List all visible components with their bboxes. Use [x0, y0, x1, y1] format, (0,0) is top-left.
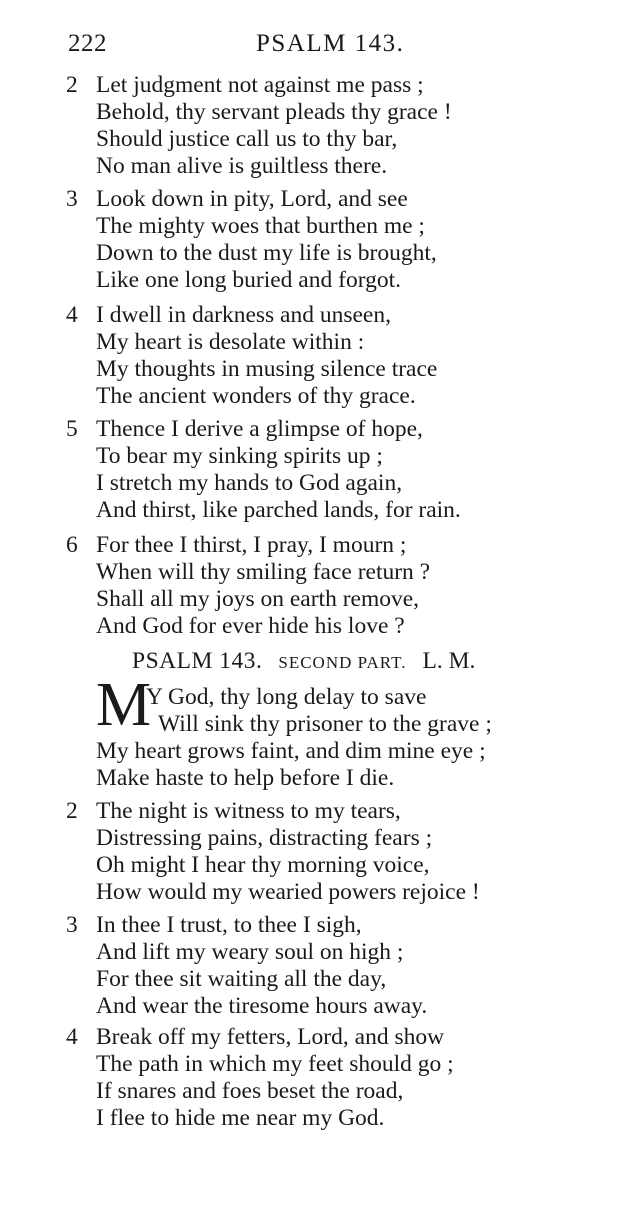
- verse-line: When will thy smiling face return ?: [96, 559, 431, 585]
- verse-line: The mighty woes that burthen me ;: [96, 213, 425, 239]
- verse-line: And thirst, like parched lands, for rain.: [96, 497, 461, 523]
- verse-line: I dwell in darkness and unseen,: [96, 302, 391, 328]
- stanza-number: 5: [66, 416, 78, 442]
- verse-line: Down to the dust my life is brought,: [96, 240, 437, 266]
- verse-line: Break off my fetters, Lord, and show: [96, 1024, 445, 1050]
- verse-line: Let judgment not against me pass ;: [96, 72, 424, 98]
- verse-line: My heart is desolate within :: [96, 329, 365, 355]
- verse-line: Distressing pains, distracting fears ;: [96, 825, 433, 851]
- verse-line: For thee I thirst, I pray, I mourn ;: [96, 532, 407, 558]
- verse-line: Shall all my joys on earth remove,: [96, 586, 420, 612]
- verse-line: For thee sit waiting all the day,: [96, 966, 387, 992]
- stanza-number: 2: [66, 798, 78, 824]
- verse-line: Will sink thy prisoner to the grave ;: [158, 711, 492, 737]
- verse-line: And God for ever hide his love ?: [96, 613, 405, 639]
- verse-line: In thee I trust, to thee I sigh,: [96, 912, 362, 938]
- verse-line: Like one long buried and forgot.: [96, 267, 401, 293]
- page-header: [68, 30, 548, 66]
- verse-line: How would my wearied powers rejoice !: [96, 879, 480, 905]
- verse-line: If snares and foes beset the road,: [96, 1078, 404, 1104]
- verse-line: The path in which my feet should go ;: [96, 1051, 454, 1077]
- stanza-number: 4: [66, 1024, 78, 1050]
- running-head: PSALM 143.: [256, 30, 405, 57]
- verse-line: Y God, thy long delay to save: [146, 684, 427, 710]
- stanza-number: 4: [66, 302, 78, 328]
- stanza-number: 6: [66, 532, 78, 558]
- verse-line: Thence I derive a glimpse of hope,: [96, 416, 423, 442]
- section-meter: L. M.: [422, 648, 476, 674]
- verse-line: The night is witness to my tears,: [96, 798, 401, 824]
- verse-line: Look down in pity, Lord, and see: [96, 186, 408, 212]
- verse-line: Behold, thy servant pleads thy grace !: [96, 99, 452, 125]
- stanza-number: 3: [66, 912, 78, 938]
- verse-line: I stretch my hands to God again,: [96, 470, 403, 496]
- verse-line: Should justice call us to thy bar,: [96, 126, 398, 152]
- verse-line: And wear the tiresome hours away.: [96, 993, 428, 1019]
- section-title: PSALM 143.: [132, 648, 263, 674]
- stanza-number: 3: [66, 186, 78, 212]
- verse-line: No man alive is guiltless there.: [96, 153, 388, 179]
- verse-line: My heart grows faint, and dim mine eye ;: [96, 738, 486, 764]
- verse-line: Oh might I hear thy morning voice,: [96, 852, 430, 878]
- drop-cap: M: [96, 671, 152, 739]
- verse-line: To bear my sinking spirits up ;: [96, 443, 383, 469]
- verse-line: Make haste to help before I die.: [96, 765, 395, 791]
- page-number: 222: [68, 30, 107, 57]
- verse-line: My thoughts in musing silence trace: [96, 356, 438, 382]
- section-part: SECOND PART.: [278, 653, 407, 672]
- verse-line: The ancient wonders of thy grace.: [96, 383, 416, 409]
- verse-line: And lift my weary soul on high ;: [96, 939, 404, 965]
- stanza-number: 2: [66, 72, 78, 98]
- section-heading: [132, 648, 475, 678]
- verse-line: I flee to hide me near my God.: [96, 1105, 385, 1131]
